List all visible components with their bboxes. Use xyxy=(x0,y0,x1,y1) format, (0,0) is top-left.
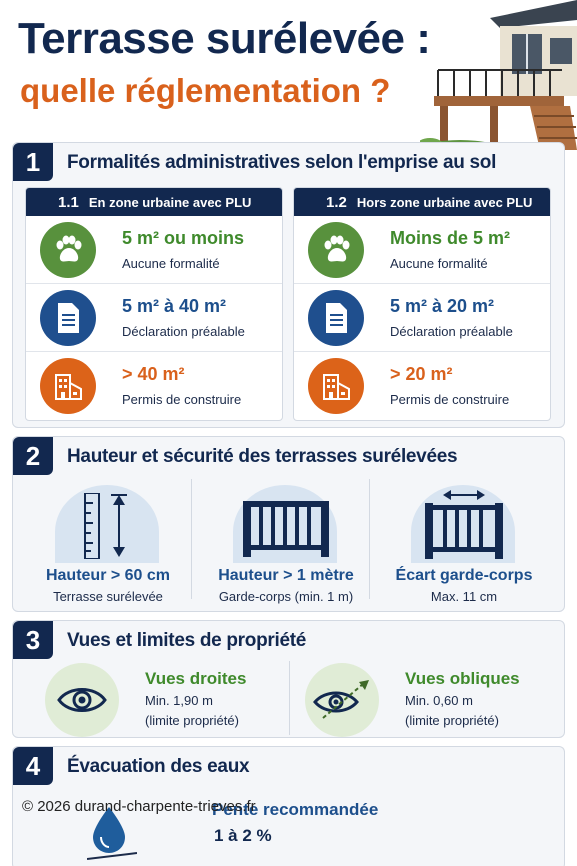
view-title: Vues droites xyxy=(145,669,247,688)
eye-oblique-icon xyxy=(305,663,379,737)
item-detail: Max. 11 cm xyxy=(430,589,498,604)
list-item xyxy=(294,352,550,420)
list-item xyxy=(26,284,282,352)
view-distance: Min. 1,90 m xyxy=(145,693,213,708)
list-item xyxy=(26,216,282,284)
paw-icon xyxy=(308,222,364,278)
building-icon xyxy=(40,358,96,414)
railing-icon xyxy=(241,497,331,557)
surface-value: 5 m² ou moins xyxy=(122,228,245,248)
ruler-icon xyxy=(79,493,139,559)
formality-label: Permis de construire xyxy=(122,392,242,407)
page-subtitle: quelle réglementation ? xyxy=(20,72,391,109)
section-number: 4 xyxy=(13,747,53,785)
panel-label: Hors zone urbaine avec PLU xyxy=(356,194,533,210)
panel-urban-zone xyxy=(25,187,283,421)
eye-icon xyxy=(45,663,119,737)
section-title: Évacuation des eaux xyxy=(67,756,250,777)
panel-outside-urban-zone xyxy=(293,187,551,421)
section-formalities xyxy=(12,142,565,428)
building-icon xyxy=(308,358,364,414)
panel-header xyxy=(294,188,550,216)
section-views xyxy=(12,620,565,738)
formality-label: Aucune formalité xyxy=(390,256,488,271)
formality-label: Déclaration préalable xyxy=(122,324,245,339)
view-title: Vues obliques xyxy=(405,669,520,688)
railing-gap-icon xyxy=(423,489,505,559)
section-number: 1 xyxy=(13,143,53,181)
view-distance: Min. 0,60 m xyxy=(405,693,473,708)
section-title: Vues et limites de propriété xyxy=(67,630,307,651)
panel-label: En zone urbaine avec PLU xyxy=(88,194,252,210)
item-height-60 xyxy=(19,481,197,603)
panel-number: 1.1 xyxy=(58,193,79,211)
panel-header xyxy=(26,188,282,216)
divider xyxy=(369,479,370,599)
surface-value: > 20 m² xyxy=(390,364,453,384)
house-illustration xyxy=(420,0,577,165)
paw-icon xyxy=(40,222,96,278)
view-note: (limite propriété) xyxy=(145,713,239,728)
item-caption: Hauteur > 60 cm xyxy=(45,567,171,584)
page-title: Terrasse surélevée : xyxy=(18,14,431,63)
divider xyxy=(191,479,192,599)
drainage-slope-value: 1 à 2 % xyxy=(214,826,272,845)
panel-number: 1.2 xyxy=(326,193,347,211)
section-number: 2 xyxy=(13,437,53,475)
list-item xyxy=(26,352,282,420)
item-caption: Écart garde-corps xyxy=(395,567,533,584)
surface-value: 5 m² à 20 m² xyxy=(390,296,495,316)
item-detail: Garde-corps (min. 1 m) xyxy=(218,589,354,604)
item-straight-views xyxy=(13,661,283,741)
section-title: Formalités administratives selon l'emprise au sol xyxy=(67,152,497,173)
item-oblique-views xyxy=(273,661,543,741)
surface-value: 5 m² à 40 m² xyxy=(122,296,227,316)
item-height-1m xyxy=(197,481,375,603)
view-note: (limite propriété) xyxy=(405,713,499,728)
surface-value: > 40 m² xyxy=(122,364,185,384)
list-item xyxy=(294,284,550,352)
section-number: 3 xyxy=(13,621,53,659)
formality-label: Déclaration préalable xyxy=(390,324,513,339)
copyright-notice: © 2026 durand-charpente-trieves.fr xyxy=(22,798,256,815)
section-height-safety xyxy=(12,436,565,612)
drainage-slope-label: Pente recommandée xyxy=(212,800,379,819)
formality-label: Permis de construire xyxy=(390,392,510,407)
item-railing-gap xyxy=(375,481,553,603)
document-icon xyxy=(308,290,364,346)
surface-value: Moins de 5 m² xyxy=(390,228,511,248)
formality-label: Aucune formalité xyxy=(122,256,220,271)
item-detail: Terrasse surélevée xyxy=(53,589,163,604)
document-icon xyxy=(40,290,96,346)
list-item xyxy=(294,216,550,284)
item-caption: Hauteur > 1 mètre xyxy=(218,567,354,584)
section-title: Hauteur et sécurité des terrasses surélevées xyxy=(67,446,458,467)
